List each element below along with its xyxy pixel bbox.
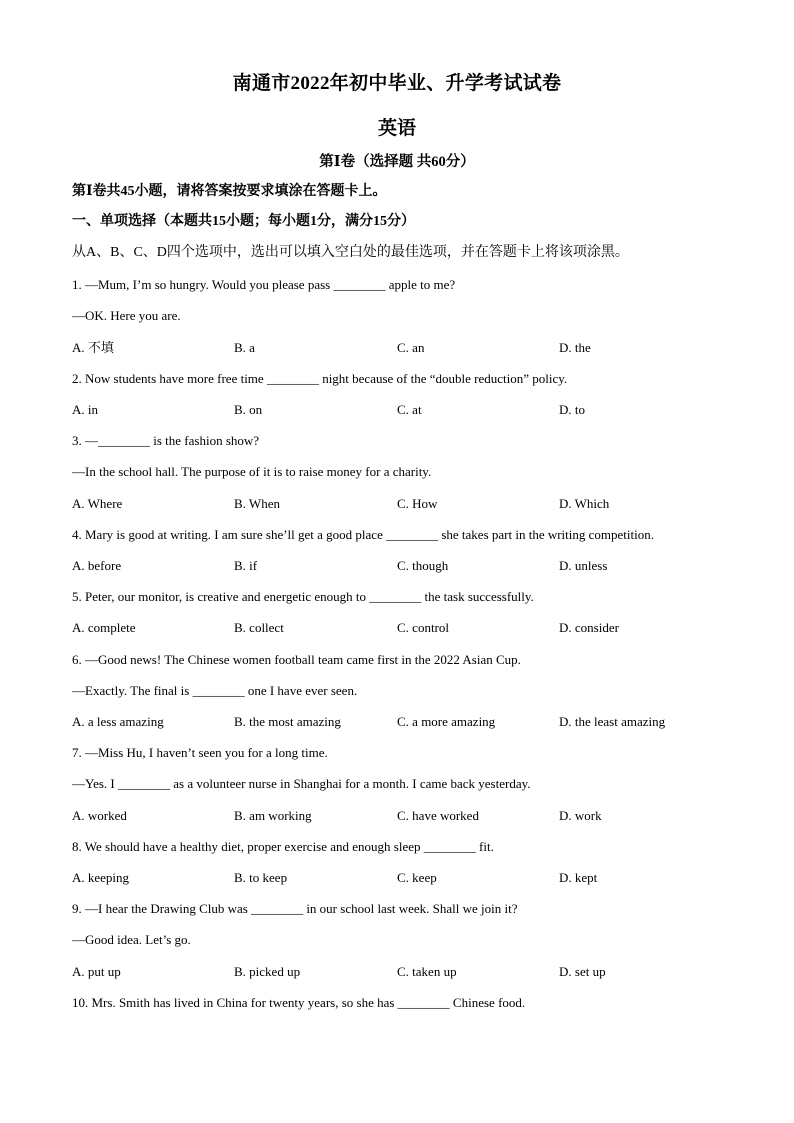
option-b: B. a <box>234 340 255 355</box>
question-5-stem: 5. Peter, our monitor, is creative and energetic enough to ________ the task successfully. <box>72 589 534 604</box>
question-9-options <box>72 964 752 980</box>
question-1-options <box>72 340 752 356</box>
option-c: C. at <box>397 402 422 417</box>
option-a: A. keeping <box>72 870 130 885</box>
option-a: A. worked <box>72 808 127 823</box>
option-b: B. if <box>234 558 258 573</box>
option-a: A. complete <box>72 620 136 635</box>
question-8-options <box>72 870 752 886</box>
option-d: D. the least amazing <box>559 714 666 729</box>
question-6-response: —Exactly. The final is ________ one I have ever seen. <box>72 683 358 698</box>
question-2-stem: 2. Now students have more free time ________ night because of the “double reduction” policy. <box>72 371 568 386</box>
option-a: A. put up <box>72 964 121 979</box>
option-b: B. on <box>234 402 263 417</box>
option-b: B. am working <box>234 808 312 823</box>
option-b: B. picked up <box>234 964 301 979</box>
option-d: D. unless <box>559 558 608 573</box>
question-1-response: —OK. Here you are. <box>72 308 181 323</box>
option-c: C. have worked <box>397 808 479 823</box>
section-heading: 第Ⅰ卷（选择题 共60分） <box>319 154 475 170</box>
option-c: C. though <box>397 558 449 573</box>
option-a: A. a less amazing <box>72 714 164 729</box>
total-instruction: 第Ⅰ卷共45小题，请将答案按要求填涂在答题卡上。 <box>72 184 387 199</box>
question-7-response: —Yes. I ________ as a volunteer nurse in Shanghai for a month. I came back yesterday. <box>72 776 531 791</box>
option-c: C. control <box>397 620 449 635</box>
option-d: D. consider <box>559 620 619 635</box>
question-3-options <box>72 496 752 512</box>
option-b: B. When <box>234 496 280 511</box>
option-d: D. work <box>559 808 602 823</box>
option-c: C. keep <box>397 870 437 885</box>
question-5-options <box>72 620 752 636</box>
option-d: D. to <box>559 402 585 417</box>
question-7-stem: 7. —Miss Hu, I haven’t seen you for a long time. <box>72 745 328 760</box>
question-4-stem: 4. Mary is good at writing. I am sure she’ll get a good place ________ she takes part in the writing competition. <box>72 527 654 542</box>
option-b: B. to keep <box>234 870 288 885</box>
option-d: D. Which <box>559 496 610 511</box>
question-10-stem: 10. Mrs. Smith has lived in China for twenty years, so she has ________ Chinese food. <box>72 995 526 1010</box>
question-6-stem: 6. —Good news! The Chinese women football team came first in the 2022 Asian Cup. <box>72 652 521 667</box>
question-9-response: —Good idea. Let’s go. <box>72 932 191 947</box>
question-6-options <box>72 714 752 730</box>
option-c: C. taken up <box>397 964 457 979</box>
question-9-stem: 9. —I hear the Drawing Club was ________ in our school last week. Shall we join it? <box>72 901 518 916</box>
subject-title: 英语 <box>377 118 416 139</box>
question-4-options <box>72 558 752 574</box>
option-c: C. How <box>397 496 438 511</box>
question-7-options <box>72 808 752 824</box>
option-d: D. kept <box>559 870 598 885</box>
option-b: B. collect <box>234 620 284 635</box>
option-a: A. before <box>72 558 122 573</box>
option-b: B. the most amazing <box>234 714 341 729</box>
option-a: A. 不填 <box>72 340 114 355</box>
question-1-stem: 1. —Mum, I’m so hungry. Would you please pass ________ apple to me? <box>72 277 456 292</box>
question-8-stem: 8. We should have a healthy diet, proper exercise and enough sleep ________ fit. <box>72 839 494 854</box>
question-2-options <box>72 402 752 418</box>
option-d: D. set up <box>559 964 606 979</box>
option-a: A. Where <box>72 496 123 511</box>
question-3-response: —In the school hall. The purpose of it is to raise money for a charity. <box>72 464 432 479</box>
part1-heading: 一、单项选择（本题共15小题；每小题1分，满分15分） <box>72 214 415 229</box>
question-3-stem: 3. —________ is the fashion show? <box>72 433 260 448</box>
part1-direction: 从A、B、C、D四个选项中，选出可以填入空白处的最佳选项，并在答题卡上将该项涂黑。 <box>72 245 629 260</box>
exam-title: 南通市2022年初中毕业、升学考试试卷 <box>232 73 562 94</box>
option-a: A. in <box>72 402 98 417</box>
option-c: C. an <box>397 340 425 355</box>
option-c: C. a more amazing <box>397 714 496 729</box>
option-d: D. the <box>559 340 591 355</box>
